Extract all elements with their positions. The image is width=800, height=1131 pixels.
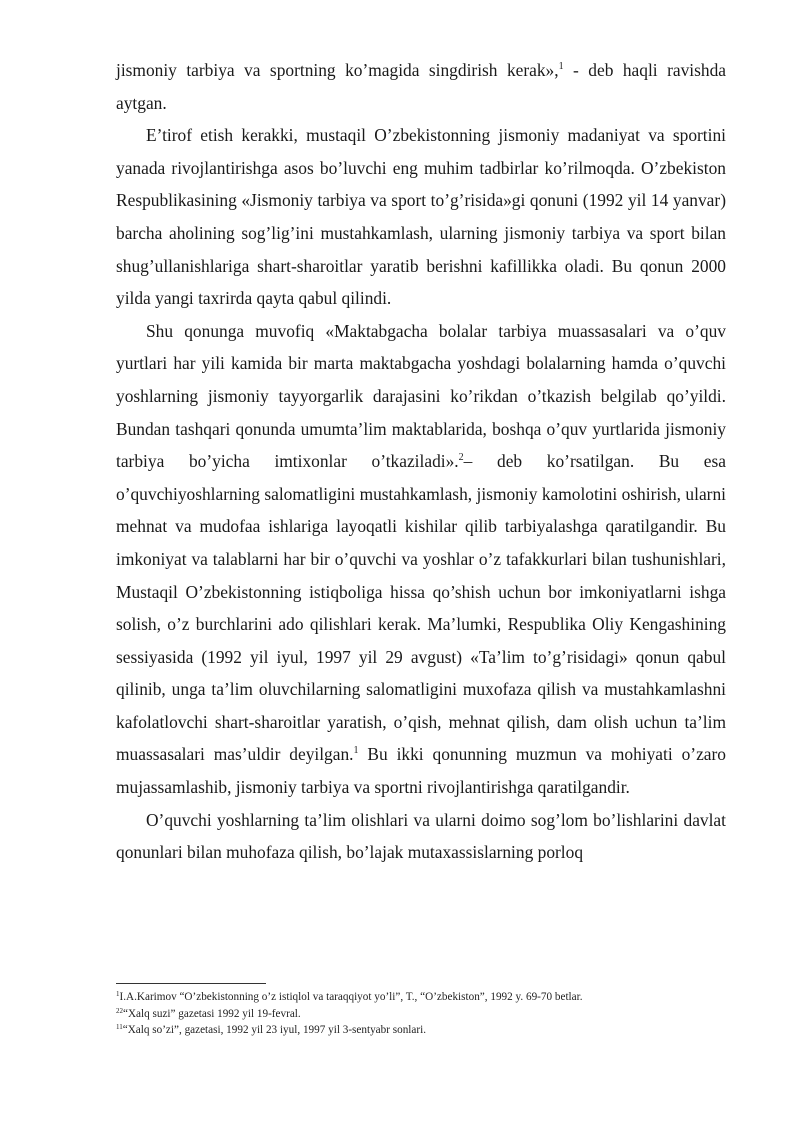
paragraph-text: E’tirof etish kerakki, mustaqil O’zbekistonning jismoniy madaniyat va sportini yanada rivojlantirishga asos bo’luvchi eng muhim tadbirlar ko’rilmoqda. O’zbekiston Respublikasining «Jismoniy tarbiya va sport to’g’risida»gi qonuni (1992 yil 14 yanvar) barcha aholining sog’lig’ini mustahkamlash, ularning jismoniy tarbiya va sport bilan shug’ullanishlariga shart-sharoitlar yaratib berishni kafillikka oladi. Bu qonun 2000 yilda yangi taxrirda qayta qabul qilindi. xyxy=(116,125,726,309)
paragraph-text: – deb ko’rsatilgan. Bu esa o’quvchiyoshlarning salomatligini mustahkamlash, jismoniy kamolotini oshirish, ularni mehnat va mudofaa ishlariga layoqatli kishilar qilib tarbiyalashga qaratilgandir. Bu imkoniyat va talablarni har bir o’quvchi va yoshlar o’z tafakkurlari bilan tushunishlari, Mustaqil O’zbekistonning istiqboliga hissa qo’shish uchun bor imkoniyatlarni ishga solish, o’z burchlarini ado qilishlari kerak. Ma’lumki, Respublika Oliy Kengashining sessiyasida (1992 yil iyul, 1997 yil 29 avgust) «Ta’lim to’g’risidagi» qonun qabul qilinib, unga ta’lim oluvchilarning salomatligini muxofaza qilish va mustahkamlashni kafolatlovchi shart-sharoitlar yaratish, o’qish, mehnat qilish, dam olish uchun ta’lim muassasalari mas’uldir deyilgan. xyxy=(116,451,726,765)
footnote-reference: 1 xyxy=(353,745,359,757)
footnote-reference: 2 xyxy=(458,452,464,464)
footnote-separator xyxy=(116,983,266,984)
footnote-mark: 1 xyxy=(116,990,120,998)
footnote-mark: 11 xyxy=(116,1023,123,1031)
footnote-text: I.A.Karimov “O’zbekistonning o’z istiqlol va taraqqiyot yo’li”, T., “O’zbekiston”, 1992 y. 69-70 betlar. xyxy=(119,991,583,1003)
footnote-text: “Xalq suzi” gazetasi 1992 yil 19-fevral. xyxy=(123,1007,301,1020)
paragraph-text: Bu ikki qonunning muzmun va mohiyati o’zaro mujassamlashib, jismoniy tarbiya va sportni rivojlantirishga qaratilgandir. xyxy=(116,744,726,798)
footnote xyxy=(116,1022,736,1039)
paragraph-text: O’quvchi yoshlarning ta’lim olishlari va ularni doimo sog’lom bo’lishlarini davlat qonunlari bilan muhofaza qilish, bo’lajak mutaxassislarning porloq xyxy=(116,809,726,863)
paragraph-text: jismoniy tarbiya va sportning ko’magida singdirish kerak», xyxy=(116,60,559,80)
footnote-reference: 1 xyxy=(558,61,564,72)
footnote-text: “Xalq so’zi”, gazetasi, 1992 yil 23 iyul, 1997 yil 3-sentyabr sonlari. xyxy=(122,1024,426,1036)
paragraph xyxy=(116,804,726,869)
footnote xyxy=(116,1006,736,1023)
paragraph-text: - deb haqli ravishda aytgan. xyxy=(116,60,726,113)
paragraph xyxy=(116,54,726,119)
paragraph-text: Shu qonunga muvofiq «Maktabgacha bolalar tarbiya muassasalari va o’quv yurtlari har yili kamida bir marta maktabgacha yoshdagi bolalarning hamda o’quvchi yoshlarning jismoniy tayyorgarlik darajasini ko’rikdan o’tkazish belgilab qo’yildi. Bundan tashqari qonunda umumta’lim maktablarida, boshqa o’quv yurtlarida jismoniy tarbiya bo’yicha imtixonlar o’tkaziladi». xyxy=(116,320,726,472)
body-text xyxy=(116,54,726,869)
footnotes xyxy=(116,989,736,1039)
footnote xyxy=(116,989,736,1006)
paragraph xyxy=(116,315,726,804)
footnote-mark: 22 xyxy=(116,1006,123,1015)
paragraph xyxy=(116,119,726,315)
